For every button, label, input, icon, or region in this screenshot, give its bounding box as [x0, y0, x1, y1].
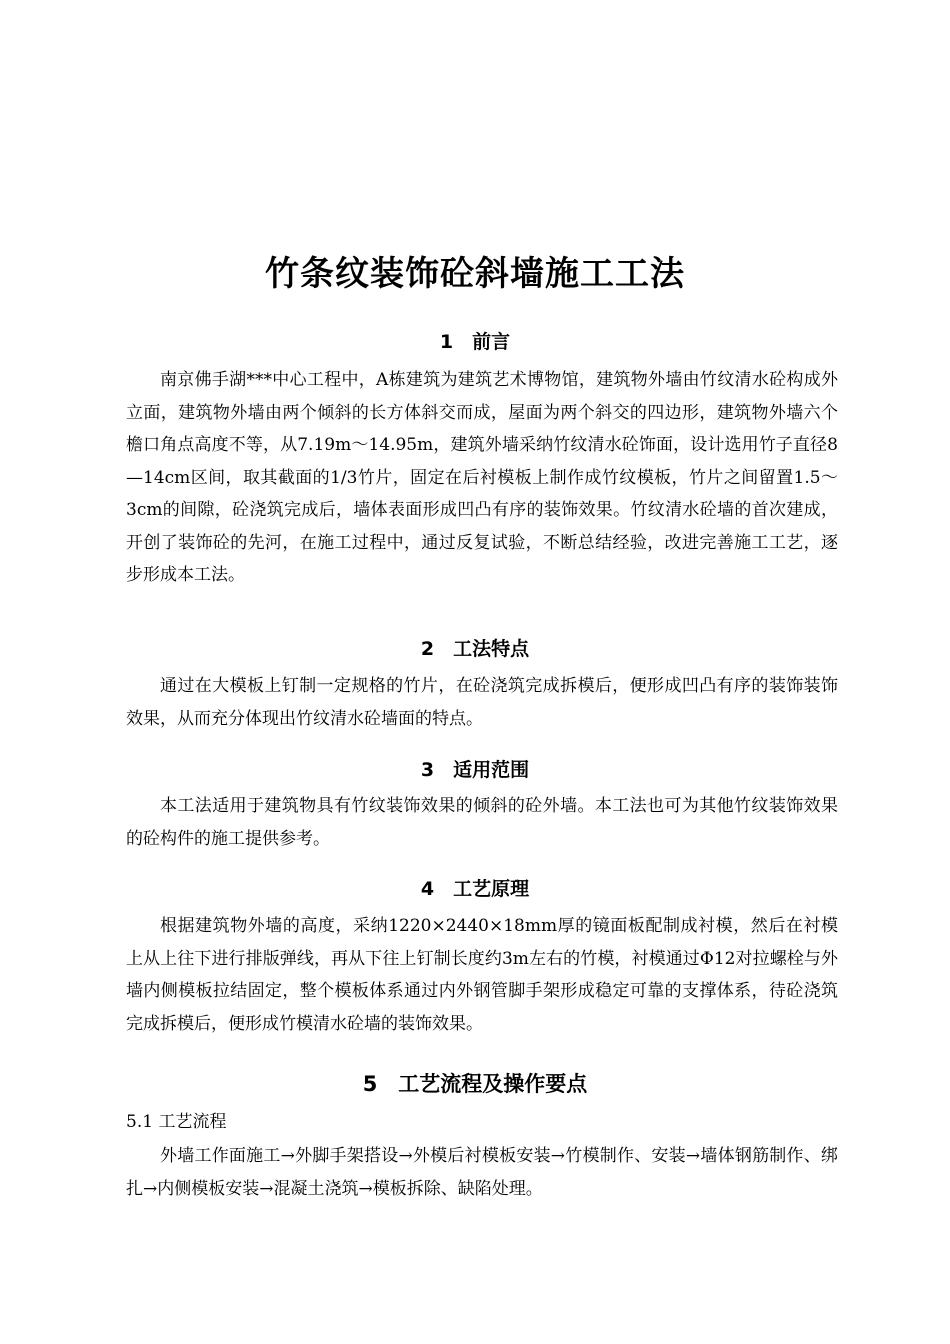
- section-paragraph-preface: 南京佛手湖***中心工程中，A栋建筑为建筑艺术博物馆，建筑物外墙由竹纹清水砼构成外立面，建筑物外墙由两个倾斜的长方体斜交而成，屋面为两个斜交的四边形，建筑物外墙六个檐口角点高度不等，从7.19m～14.95m，建筑外墙采纳竹纹清水砼饰面，设计选用竹子直径8—14cm区间，取其截面的1/3竹片，固定在后衬模板上制作成竹纹模板，竹片之间留置1.5～3cm的间隙，砼浇筑完成后，墙体表面形成凹凸有序的装饰效果。竹纹清水砼墙的首次建成，开创了装饰砼的先河，在施工过程中，通过反复试验，不断总结经验，改进完善施工工艺，逐步形成本工法。: [126, 370, 838, 585]
- section-paragraph-features: 通过在大模板上钉制一定规格的竹片，在砼浇筑完成拆模后，便形成凹凸有序的装饰装饰效果，从而充分体现出竹纹清水砼墙面的特点。: [126, 676, 838, 729]
- document-title: 竹条纹装饰砼斜墙施工工法: [265, 254, 685, 294]
- subsection-heading-process-flow: 5.1 工艺流程: [126, 1112, 227, 1132]
- section-heading-preface: 1 前言: [439, 331, 511, 353]
- section-paragraph-principle: 根据建筑物外墙的高度，采纳1220×2440×18mm厚的镜面板配制成衬模，然后在衬模上从上往下进行排版弹线，再从下往上钉制长度约3m左右的竹模，衬模通过Φ12对拉螺栓与外墙内侧模板拉结固定，整个模板体系通过内外钢管脚手架形成稳定可靠的支撑体系，待砼浇筑完成拆模后，便形成竹模清水砼墙的装饰效果。: [126, 916, 838, 1034]
- section-paragraph-scope: 本工法适用于建筑物具有竹纹装饰效果的倾斜的砼外墙。本工法也可为其他竹纹装饰效果的砼构件的施工提供参考。: [126, 796, 838, 849]
- section-heading-process: 5 工艺流程及操作要点: [362, 1072, 588, 1096]
- section-heading-features: 2 工法特点: [420, 638, 530, 660]
- section-heading-principle: 4 工艺原理: [420, 878, 530, 900]
- section-paragraph-process-flow: 外墙工作面施工→外脚手架搭设→外模后衬模板安装→竹模制作、安装→墙体钢筋制作、绑扎→内侧模板安装→混凝土浇筑→模板拆除、缺陷处理。: [126, 1146, 838, 1199]
- section-heading-scope: 3 适用范围: [420, 759, 530, 781]
